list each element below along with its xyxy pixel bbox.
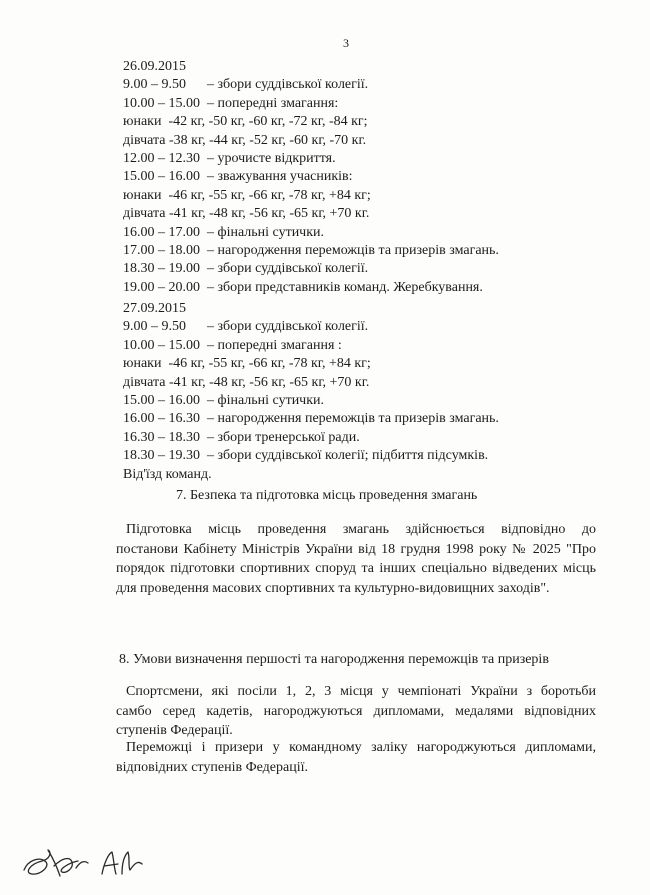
section-8-paragraph-1	[116, 682, 596, 741]
schedule-day-2	[123, 300, 499, 484]
schedule-line: 16.30 – 18.30 – збори тренерської ради.	[123, 429, 360, 445]
paragraph-line: самбо серед кадетів, нагороджуються дипломами, медалями відповідних	[116, 703, 596, 719]
schedule-line: 10.00 – 15.00 – попередні змагання :	[123, 337, 342, 353]
schedule-line: 9.00 – 9.50 – збори суддівської колегії.	[123, 319, 369, 335]
section-7-title: 7. Безпека та підготовка місць проведення змагань	[176, 488, 478, 503]
schedule-date: 27.09.2015	[123, 301, 186, 316]
schedule-line: 18.30 – 19.30 – збори суддівської колегії; підбиття підсумків.	[123, 448, 489, 464]
paragraph-line: постанови Кабінету Міністрів України від 18 грудня 1998 року № 2025 "Про	[116, 541, 596, 557]
paragraph-line: Підготовка місць проведення змагань здійснюється відповідно до	[126, 522, 596, 537]
handwritten-signature-icon	[18, 830, 178, 890]
paragraph-line: порядок підготовки спортивних споруд та інших спеціально відведених місць	[116, 561, 596, 576]
schedule-day-1	[123, 58, 499, 297]
schedule-line: 19.00 – 20.00 – збори представників команд. Жеребкування.	[123, 279, 483, 295]
schedule-line: 12.00 – 12.30 – урочисте відкриття.	[123, 150, 336, 166]
schedule-line: дівчата -41 кг, -48 кг, -56 кг, -65 кг, +70 кг.	[123, 374, 370, 390]
paragraph-line: для проведення масових спортивних та культурно-видовищних заходів".	[116, 580, 550, 596]
schedule-line: 15.00 – 16.00 – зважування учасників:	[123, 169, 353, 185]
schedule-line: юнаки -42 кг, -50 кг, -60 кг, -72 кг, -84 кг;	[123, 114, 368, 130]
schedule-line: 9.00 – 9.50 – збори суддівської колегії.	[123, 77, 369, 93]
paragraph-line: Спортсмени, які посіли 1, 2, 3 місця у чемпіонаті України з боротьби	[126, 684, 596, 699]
schedule-line: юнаки -46 кг, -55 кг, -66 кг, -78 кг, +84 кг;	[123, 187, 371, 203]
schedule-line: 15.00 – 16.00 – фінальні сутички.	[123, 392, 325, 408]
schedule-line: 18.30 – 19.00 – збори суддівської колегії.	[123, 261, 369, 277]
schedule-line: 16.00 – 17.00 – фінальні сутички.	[123, 224, 325, 240]
paragraph-line: відповідних ступенів Федерації.	[116, 759, 308, 775]
schedule-line: дівчата -41 кг, -48 кг, -56 кг, -65 кг, +70 кг.	[123, 206, 370, 222]
schedule-line: 10.00 – 15.00 – попередні змагання:	[123, 95, 339, 111]
schedule-line: дівчата -38 кг, -44 кг, -52 кг, -60 кг, -70 кг.	[123, 132, 367, 148]
schedule-line: 17.00 – 18.00 – нагородження переможців та призерів змагань.	[123, 242, 499, 258]
schedule-line: Від'їзд команд.	[123, 466, 212, 482]
section-8-title: 8. Умови визначення першості та нагородження переможців та призерів	[119, 652, 549, 667]
section-7-paragraph	[116, 520, 596, 598]
schedule-date: 26.09.2015	[123, 59, 186, 74]
section-8-paragraph-2	[116, 738, 596, 777]
schedule-line: юнаки -46 кг, -55 кг, -66 кг, -78 кг, +84 кг;	[123, 356, 371, 372]
schedule-line: 16.00 – 16.30 – нагородження переможців та призерів змагань.	[123, 411, 499, 427]
page-number: 3	[343, 36, 349, 50]
paragraph-line: ступенів Федерації.	[116, 723, 233, 738]
paragraph-line: Переможці і призери у командному заліку нагороджуються дипломами,	[126, 740, 596, 755]
